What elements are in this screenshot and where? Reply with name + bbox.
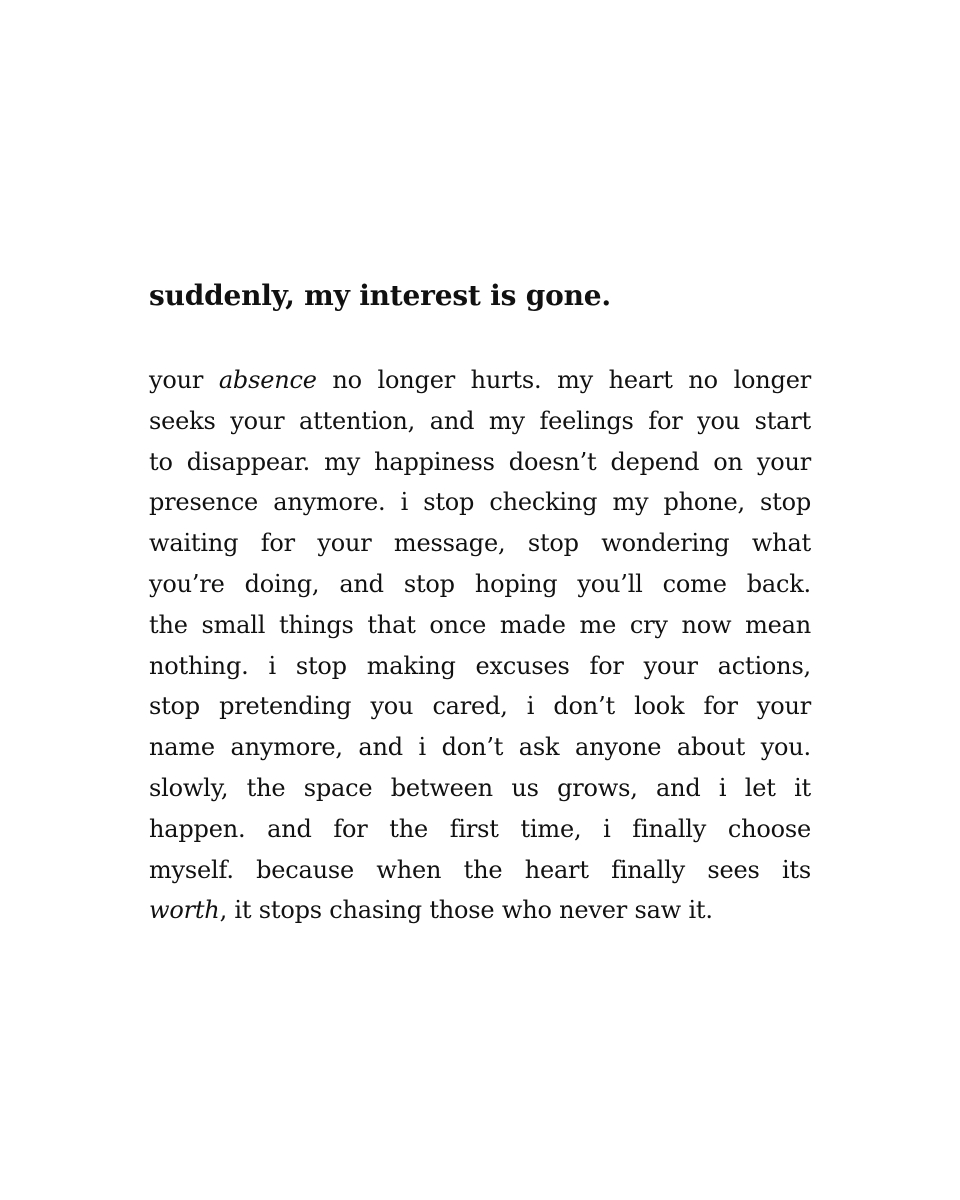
poem-line-14-end: , it stops chasing those who never saw it.: [219, 896, 713, 925]
poem-line-7: the small things that once made me cry now mean: [149, 610, 811, 639]
poem-line-1: [149, 360, 811, 401]
poem-line-11: slowly, the space between us grows, and i let it: [149, 773, 811, 802]
poem-line-14: [149, 890, 811, 931]
poem-line-6: you’re doing, and stop hoping you’ll come back.: [149, 569, 811, 598]
poem-line-5: waiting for your message, stop wondering what: [149, 529, 811, 558]
poem-line-3: to disappear. my happiness doesn’t depend on your: [149, 447, 811, 476]
poem-line-2: seeks your attention, and my feelings for you start: [149, 406, 811, 435]
poem-line-8: nothing. i stop making excuses for your actions,: [149, 651, 811, 680]
poem-line-4: presence anymore. i stop checking my phone, stop: [149, 488, 811, 517]
poem-content: [149, 270, 811, 931]
poem-title: suddenly, my interest is gone.: [149, 279, 611, 312]
poem-line-10: name anymore, and i don’t ask anyone about you.: [149, 733, 811, 762]
poem-line-13: myself. because when the heart finally sees its: [149, 855, 811, 884]
poem-body: [149, 360, 811, 931]
emphasis-absence: absence: [218, 366, 317, 394]
poem-line-1-start: your: [149, 366, 219, 394]
poem-line-12: happen. and for the first time, i finally choose: [149, 814, 811, 843]
poem-line-1-end: no longer hurts. my heart no longer: [316, 366, 811, 394]
poem-line-9: stop pretending you cared, i don’t look for your: [149, 692, 811, 721]
emphasis-worth: worth: [149, 896, 220, 925]
